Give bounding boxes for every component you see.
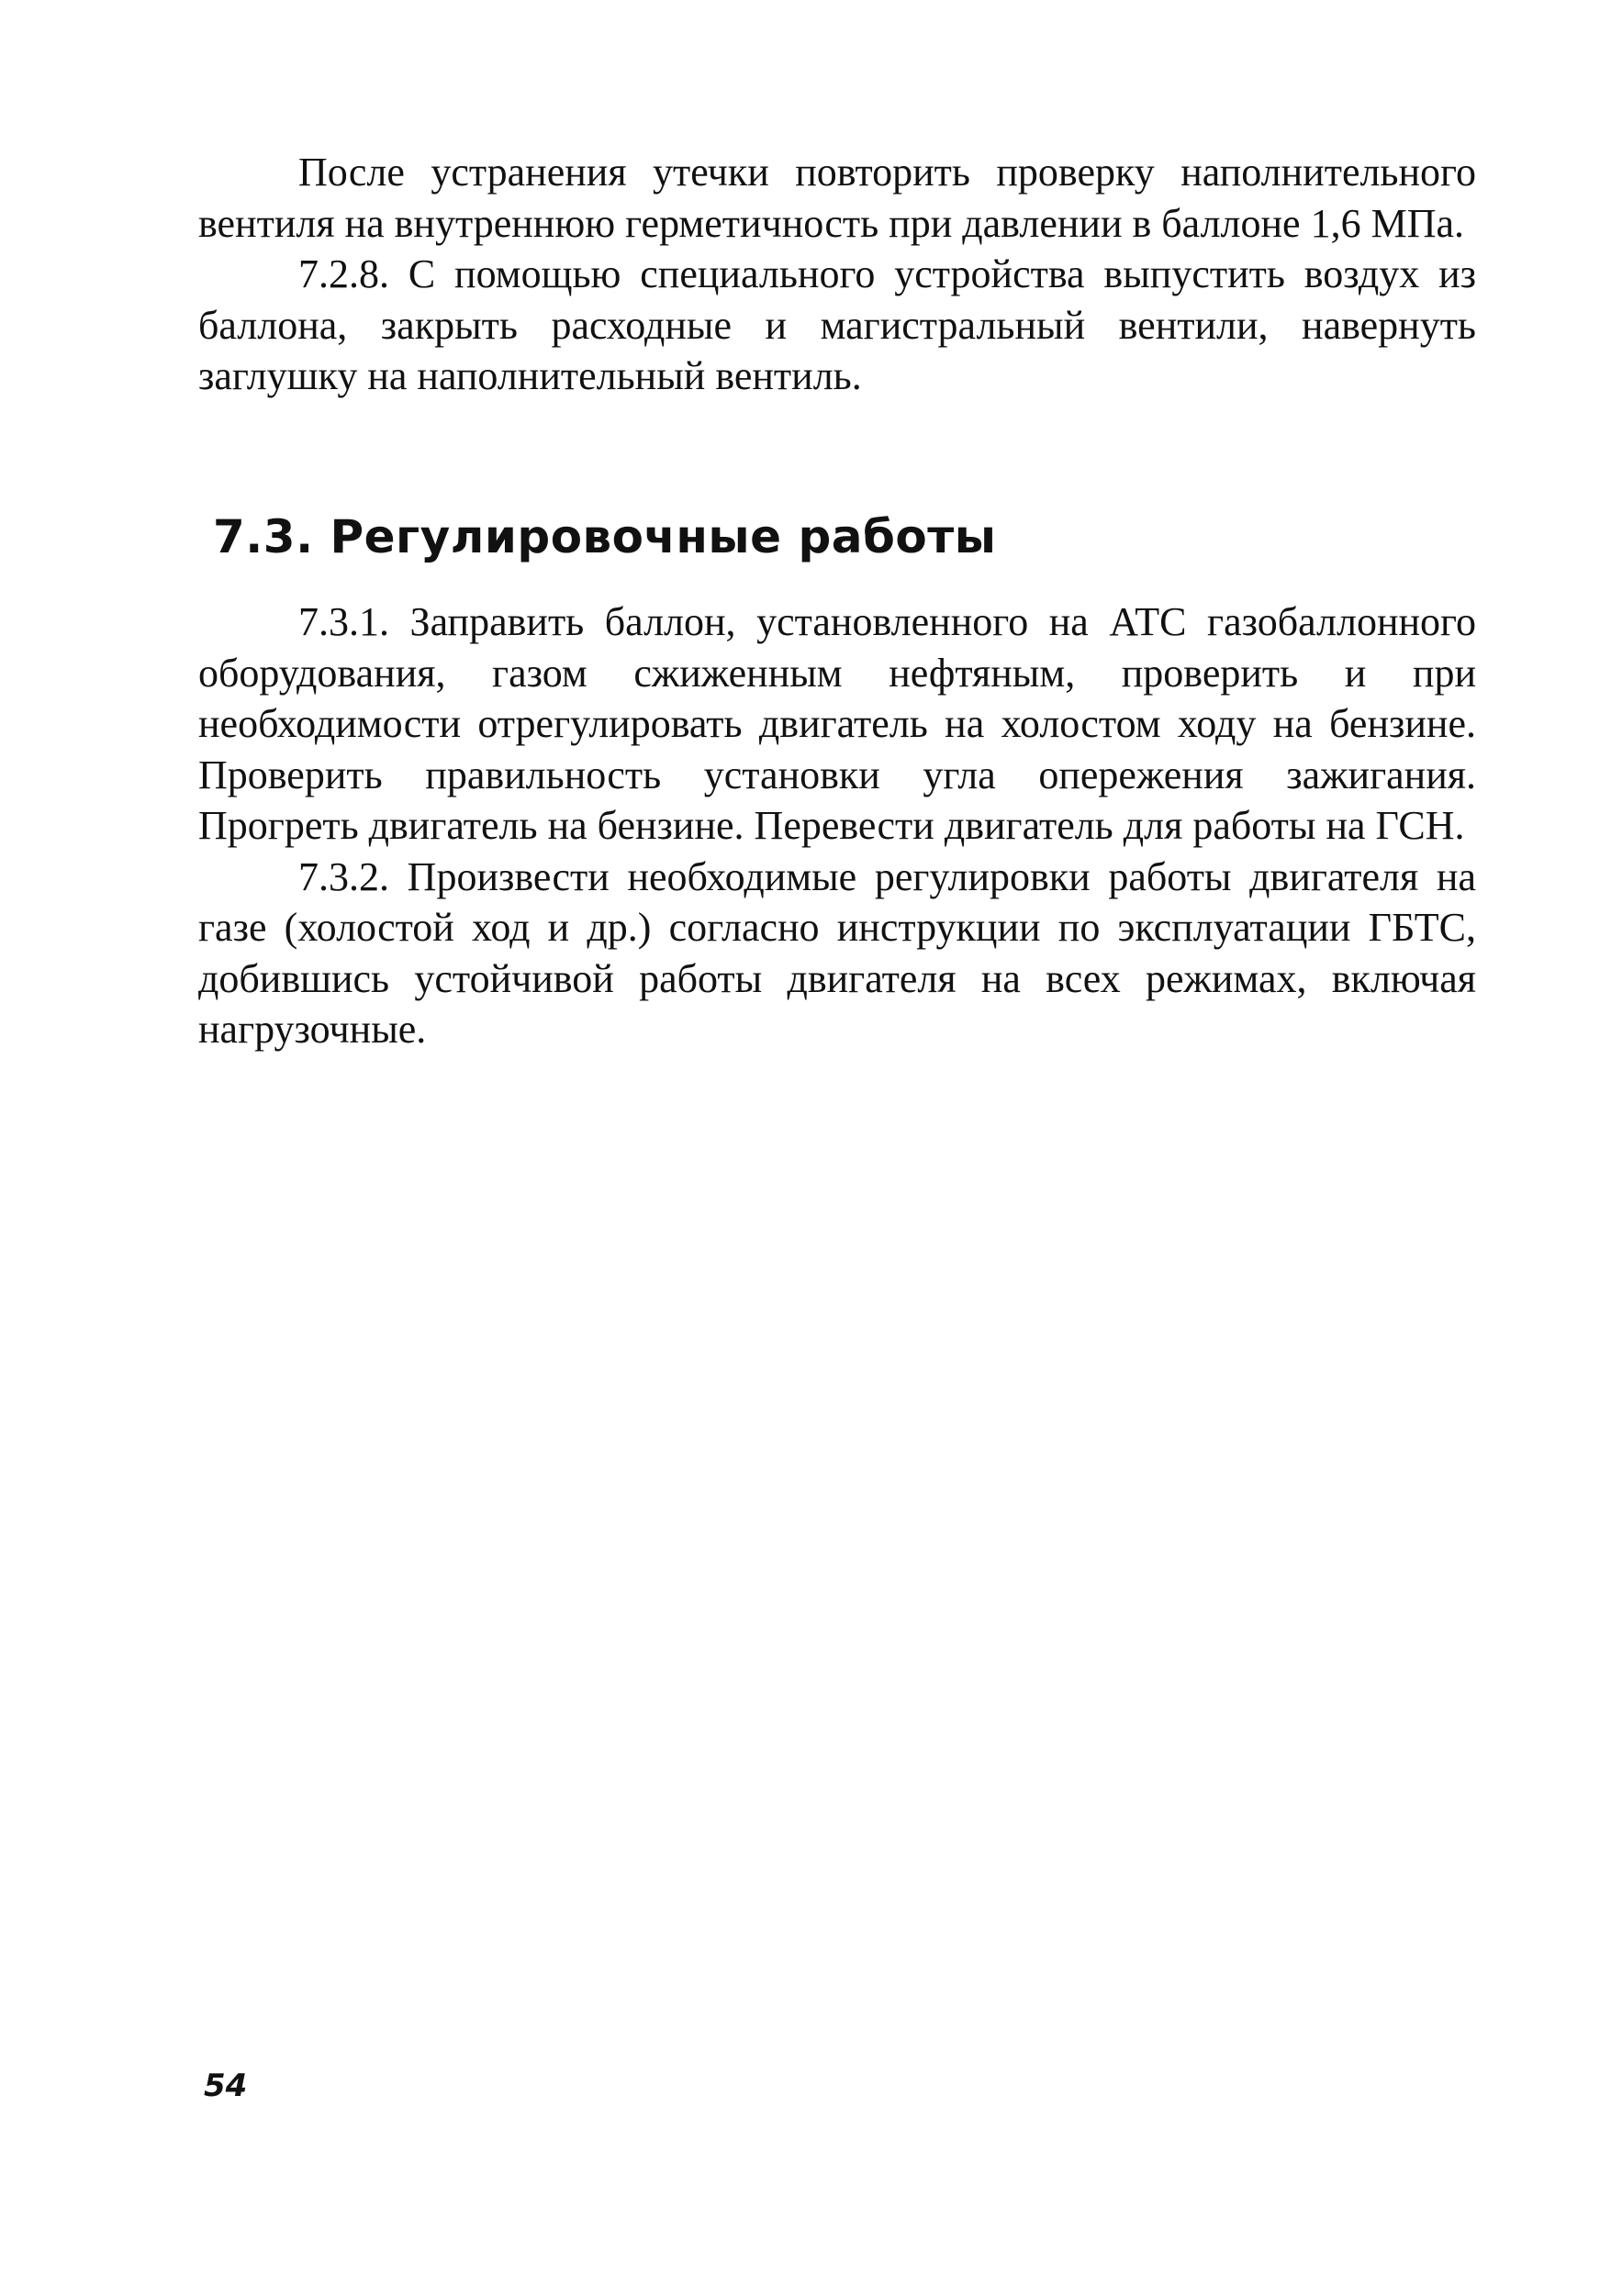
page-number: 54: [204, 2068, 248, 2104]
section-heading: 7.3. Регулировочные работы: [213, 510, 997, 563]
paragraph-leak-check: После устранения утечки повторить проверку наполнительного вентиля на внутреннюю герметичность при давлении в баллоне 1,6 МПа.: [198, 150, 1476, 246]
section-text-block: [198, 596, 1476, 1055]
top-text-block: [198, 147, 1476, 402]
paragraph-7-2-8: 7.2.8. С помощью специального устройства выпустить воздух из баллона, закрыть расходные и магистральный вентили, навернуть заглушку на наполнительный вентиль.: [198, 251, 1476, 398]
paragraph-7-3-2: 7.3.2. Произвести необходимые регулировки работы двигателя на газе (холостой ход и др.) согласно инструкции по эксплуатации ГБТС, добившись устойчивой работы двигателя на всех режимах, включая нагрузочные.: [198, 853, 1476, 1052]
paragraph-7-3-1: 7.3.1. Заправить баллон, установленного на АТС газобаллонного оборудования, газом сжиженным нефтяным, проверить и при необходимости отрегулировать двигатель на холостом ходу на бензине. Проверить правильность установки угла опережения зажигания. Прогреть двигатель на бензине. Перевести двигатель для работы на ГСН.: [198, 599, 1476, 848]
